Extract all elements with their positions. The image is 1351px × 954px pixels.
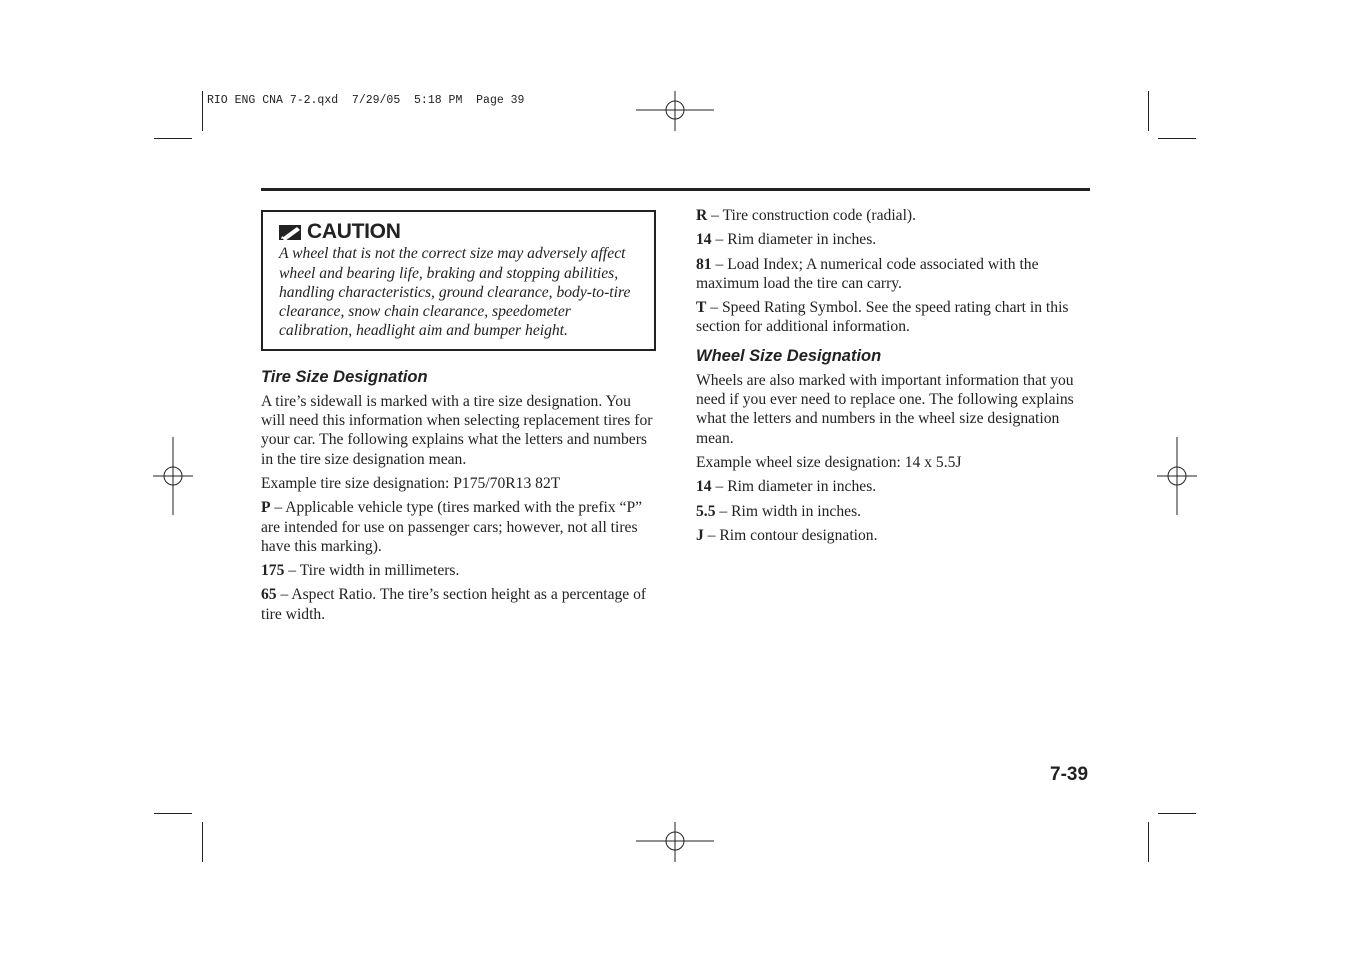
wheel-example: Example wheel size designation: 14 x 5.5J (696, 453, 962, 471)
item-text: – Tire construction code (radial). (707, 207, 916, 224)
item-code: P (261, 499, 271, 517)
item-text: – Rim width in inches. (715, 502, 862, 520)
wheel-item-5-5 (696, 502, 1091, 521)
caution-title: CAUTION (307, 220, 401, 243)
wheel-item-j (696, 526, 1091, 545)
registration-mark-right (1157, 437, 1197, 515)
item-code: 175 (261, 562, 285, 580)
tire-item-14 (696, 230, 1091, 249)
wheel-intro: Wheels are also marked with important information that you need if you ever need to replace one. The following explains what the letters and numbers in the wheel size designation mean. (696, 371, 1074, 447)
header-rule (261, 188, 1090, 191)
registration-mark-left (153, 437, 193, 515)
registration-mark-bottom (636, 822, 714, 862)
file-slug: RIO ENG CNA 7-2.qxd 7/29/05 5:18 PM Page 39 (207, 94, 525, 107)
item-text: – Tire width in millimeters. (284, 562, 460, 580)
caution-pencil-icon (279, 223, 303, 241)
tire-example: Example tire size designation: P175/70R13 82T (261, 474, 561, 492)
item-text: – Applicable vehicle type (tires marked with the prefix “P” are intended for use on passenger cars; however, not all tires have this marking). (261, 499, 643, 555)
caution-text: A wheel that is not the correct size may adversely affect wheel and bearing life, braking and stopping abilities, handling characteristics, ground clearance, body-to-tire clearance, snow chain clearance, speedometer calibration, headlight aim and bumper height. (279, 245, 631, 340)
item-code: 14 (696, 478, 712, 496)
tire-item-p (261, 498, 656, 556)
tire-intro: A tire’s sidewall is marked with a tire size designation. You will need this information when selecting replacement tires for your car. The following explains what the letters and numbers in the tire size designation mean. (261, 392, 653, 468)
left-column (261, 210, 656, 629)
item-text: – Speed Rating Symbol. See the speed rating chart in this section for additional information. (696, 299, 1069, 336)
wheel-size-heading: Wheel Size Designation (696, 346, 882, 365)
caution-box (261, 210, 656, 351)
item-code: 14 (696, 231, 712, 249)
item-text: – Aspect Ratio. The tire’s section height as a percentage of tire width. (261, 586, 647, 623)
item-code: T (696, 299, 707, 317)
item-code: 5.5 (696, 502, 716, 520)
page-number: 7-39 (1050, 764, 1089, 785)
tire-item-r (696, 206, 1091, 225)
registration-mark-top (636, 91, 714, 131)
tire-item-65 (261, 585, 656, 624)
item-text: – Rim contour designation. (703, 526, 878, 544)
caution-header (279, 222, 638, 241)
tire-item-t (696, 298, 1091, 337)
item-code: 65 (261, 586, 277, 604)
item-text: – Rim diameter in inches. (711, 478, 877, 496)
item-text: – Rim diameter in inches. (711, 231, 877, 249)
right-column (696, 206, 1091, 550)
tire-item-81 (696, 255, 1091, 294)
item-code: J (696, 526, 704, 544)
item-code: 81 (696, 255, 712, 273)
wheel-item-14 (696, 477, 1091, 496)
tire-size-heading: Tire Size Designation (261, 367, 428, 386)
item-text: – Load Index; A numerical code associated with the maximum load the tire can carry. (696, 255, 1039, 292)
tire-item-175 (261, 561, 656, 580)
item-code: R (696, 207, 708, 224)
